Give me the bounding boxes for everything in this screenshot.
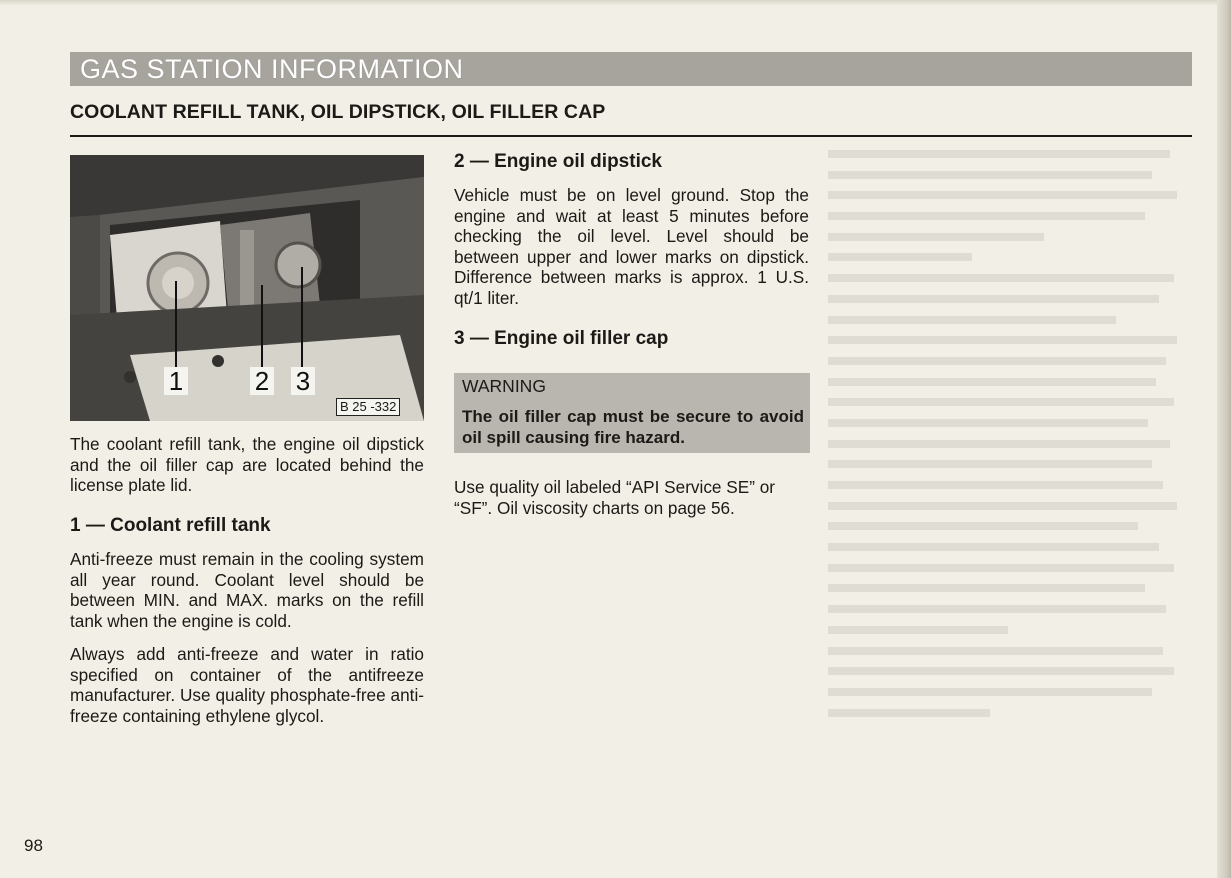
banner-title: GAS STATION INFORMATION <box>80 54 464 84</box>
figure-callout-1: 1 <box>164 367 188 395</box>
section1-paragraph-1: Anti-freeze must remain in the cooling system all year round. Coolant level should be between MIN. and MAX. marks on the refill tank when the engine is cold. <box>70 549 424 631</box>
engine-bay-photo <box>70 155 424 421</box>
divider-rule <box>70 135 1192 137</box>
figure-callout-2: 2 <box>250 367 274 395</box>
warning-title: WARNING <box>462 376 546 396</box>
figure-code: B 25 -332 <box>336 398 400 416</box>
section3-heading: 3 — Engine oil filler cap <box>454 328 669 349</box>
intro-paragraph: The coolant refill tank, the engine oil dipstick and the oil filler cap are located behind the license plate lid. <box>70 434 424 496</box>
section2-paragraph: Vehicle must be on level ground. Stop the engine and wait at least 5 minutes before checking the oil level. Level should be between upper and lower marks on dipstick. Difference between marks is approx. 1 U.S. qt/1 liter. <box>454 185 809 308</box>
warning-box <box>454 373 810 453</box>
page-top-edge <box>0 0 1231 6</box>
page-number: 98 <box>24 836 43 855</box>
section3-paragraph: Use quality oil labeled “API Service SE” or “SF”. Oil viscosity charts on page 56. <box>454 477 775 518</box>
page-subtitle: COOLANT REFILL TANK, OIL DIPSTICK, OIL FILLER CAP <box>70 101 606 123</box>
section-banner <box>70 52 1192 86</box>
section1-paragraph-2: Always add anti-freeze and water in ratio specified on container of the antifreeze manufacturer. Use quality phosphate-free anti-freeze containing ethylene glycol. <box>70 644 424 726</box>
section2-heading: 2 — Engine oil dipstick <box>454 151 662 172</box>
engine-bay-illustration <box>70 155 424 421</box>
figure-callout-3: 3 <box>291 367 315 395</box>
page-right-edge <box>1217 0 1231 878</box>
warning-text: The oil filler cap must be secure to avoid oil spill causing fire hazard. <box>462 407 804 447</box>
bleed-through-texture <box>828 150 1188 750</box>
section1-heading: 1 — Coolant refill tank <box>70 515 271 536</box>
